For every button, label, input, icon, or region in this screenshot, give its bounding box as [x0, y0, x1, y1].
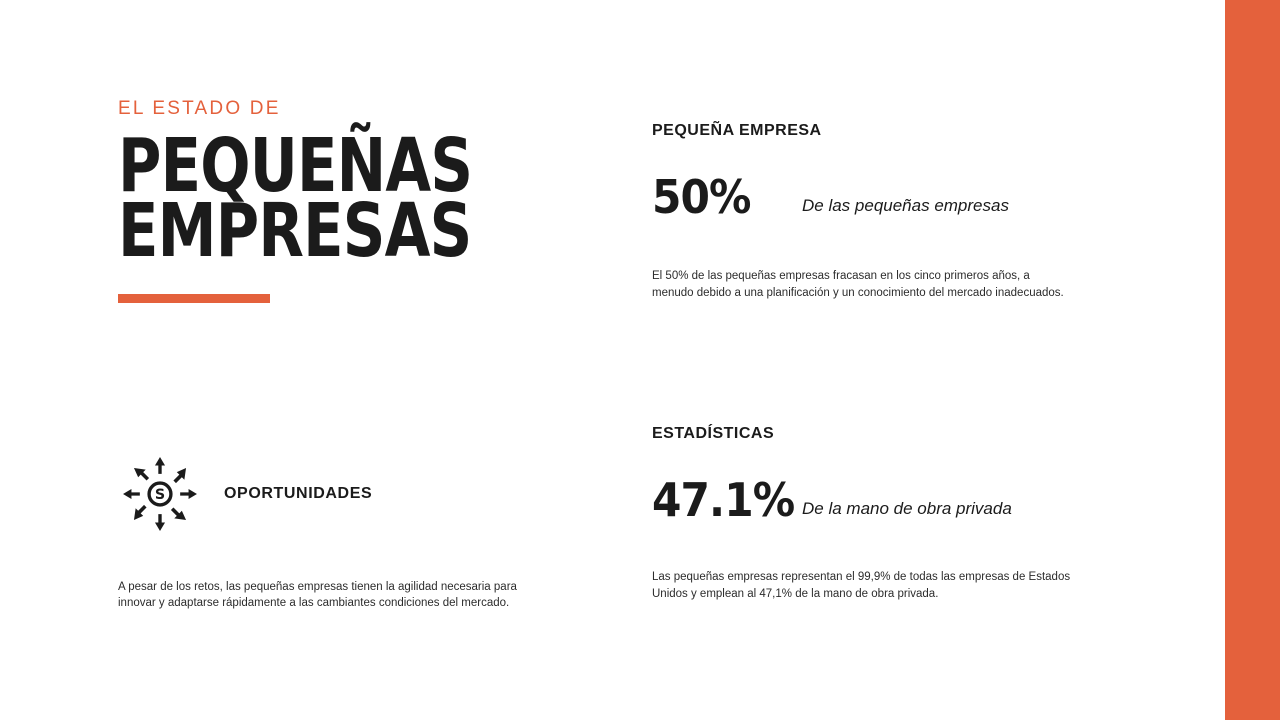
- stat-block-small-business: [652, 122, 1082, 301]
- stat-heading: PEQUEÑA EMPRESA: [652, 122, 822, 139]
- stat-caption: De la mano de obra privada: [802, 499, 1012, 518]
- title-column: [118, 98, 588, 303]
- right-accent-bar: [1225, 0, 1280, 720]
- page-title-line-2: EMPRESAS: [118, 188, 472, 275]
- svg-text:S: S: [154, 487, 166, 504]
- stat-body-text: El 50% de las pequeñas empresas fracasan en los cinco primeros años, a menudo debido a una planificación y un conocimiento del mercado inadecuados.: [652, 270, 1064, 299]
- opportunities-label: OPORTUNIDADES: [224, 485, 373, 502]
- stat-block-statistics: [652, 425, 1082, 602]
- page-title: [118, 123, 494, 275]
- stat-body-text: Las pequeñas empresas representan el 99,9% de todas las empresas de Estados Unidos y emplean al 47,1% de la mano de obra privada.: [652, 571, 1071, 600]
- stat-caption: De las pequeñas empresas: [802, 196, 1009, 215]
- page-title-line-1: PEQUEÑAS: [118, 123, 473, 209]
- title-underline-rule: [118, 294, 270, 303]
- stat-value: 47.1%: [652, 473, 795, 527]
- opportunities-block: [118, 452, 372, 536]
- stat-value: 50%: [652, 170, 751, 224]
- stat-row: [652, 170, 1082, 224]
- stat-row: [652, 473, 1082, 527]
- opportunities-paragraph: A pesar de los retos, las pequeñas empresas tienen la agilidad necesaria para innovar y adaptarse rápidamente a las cambiantes condiciones del mercado.: [118, 581, 517, 609]
- stat-heading: ESTADÍSTICAS: [652, 425, 775, 442]
- eyebrow-text: EL ESTADO DE: [118, 98, 281, 119]
- money-expand-arrows-icon: [118, 452, 202, 536]
